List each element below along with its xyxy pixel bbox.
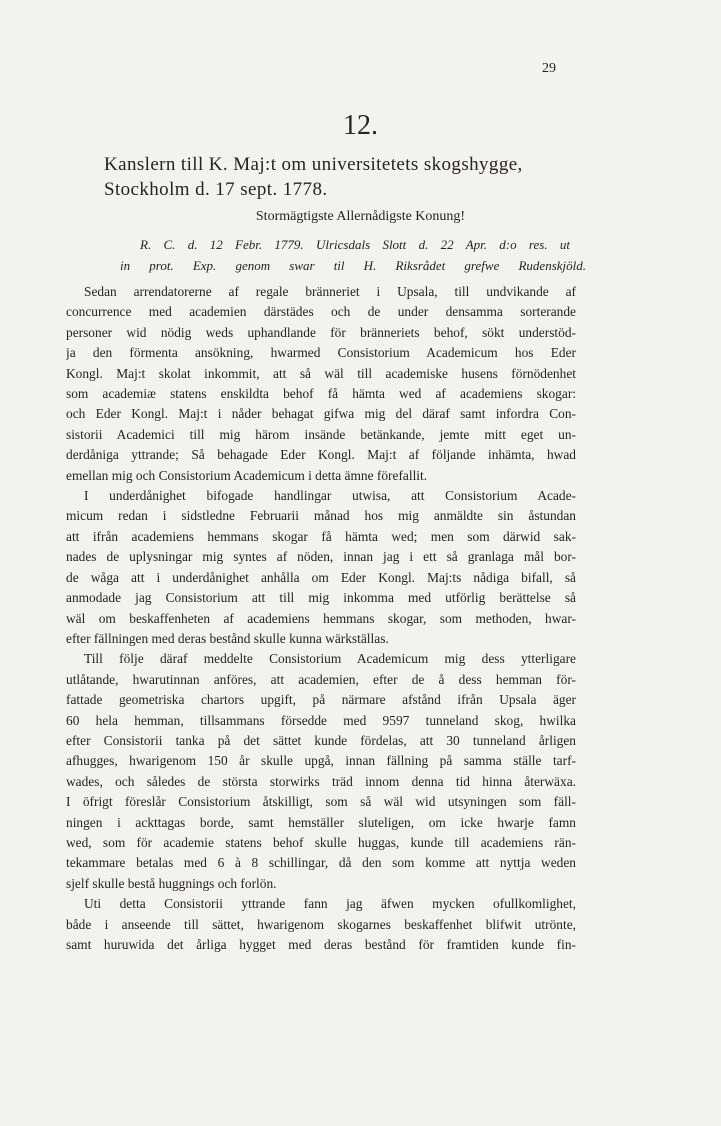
reference-line: R. C. d. 12 Febr. 1779. Ulricsdals Slott d. 22 Apr. d:o res. ut [140,237,570,252]
body-line: ningen i ackttagas borde, samt hemställer sluteligen, om icke hwarje famn [66,814,576,830]
reference-line: in prot. Exp. genom swar til H. Riksrådet grefwe Rudenskjöld. [120,258,586,273]
body-line: Kongl. Maj:t skolat inkommit, att så wäl till academiske husens förnödenhet [66,365,576,381]
body-line: afhugges, hwarigenom 150 år skulle upgå, innan fällning på samma ställe tarf- [66,753,576,769]
body-line: sistorii Academici till mig härom insände betänkande, jemte mitt eget un- [66,426,576,442]
body-line: och Eder Kongl. Maj:t i nåder behagat gifwa mig del däraf samt infordra Con- [66,406,576,422]
body-line: wäl om beskaffenheten af academiens hemmans skogar, som methoden, hwar- [66,610,576,626]
body-line: Till följe däraf meddelte Consistorium Academicum mig dess ytterligare [84,651,576,667]
body-line: micum redan i sidstledne Februarii månad hos mig anmäldte sin åstundan [66,508,576,524]
registry-reference [120,234,590,276]
body-line: I underdånighet bifogade handlingar utwisa, att Consistorium Acade- [84,488,576,504]
body-line: derdåniga yttrande; Så behagade Eder Kongl. Maj:t af följande inhämta, hwad [66,447,576,463]
body-line: concurrence med academien därstädes och de under densamma sorterande [66,304,576,320]
body-line: efter fällningen med deras bestånd skulle kunna wärkställas. [66,630,389,646]
document-title [104,152,594,202]
salutation: Stormägtigste Allernådigste Konung! [255,209,466,224]
body-line: sjelf skulle bestå huggnings och forlön. [66,875,277,891]
body-line: efter Consistorii tanka på det sättet kunde fördelas, att 30 tunneland årligen [66,732,576,748]
title-line: Kanslern till K. Maj:t om universitetets skogshygge, [104,154,523,175]
page-number: 29 [542,61,556,76]
body-line: de wåga att i underdånighet anhålla om Eder Kongl. Maj:ts nådiga bifall, så [66,569,576,585]
body-line: personer wid nödig weds uphandlande för bränneriets behof, sökt understöd- [66,324,576,340]
body-line: ja den förmenta ansökning, hwarmed Consistorium Academicum hos Eder [66,345,576,361]
body-line: Uti detta Consistorii yttrande fann jag äfwen mycken ofullkomlighet, [84,896,576,912]
body-line: I öfrigt föreslår Consistorium åtskilligt, som så wäl wid utsyningen som fäll- [66,794,576,810]
body-line: som academiæ statens enskildta behof få hämta wed af academiens skogar: [66,386,576,402]
body-line: nades de uplysningar mig syntes af nöden, innan jag i ett så granlaga mål bor- [66,549,576,565]
body-line: 60 hela hemman, tillsammans försedde med 9597 tunneland skog, hwilka [66,712,576,728]
body-line: wed, som för academie statens behof skulle huggas, kunde till academiens rän- [66,834,576,850]
body-line: att ifrån academiens hemmans skogar få hämta wed; men som därwid sak- [66,528,576,544]
body-line: emellan mig och Consistorium Academicum i detta ämne förefallit. [66,467,428,483]
body-line: samt huruwida det årliga hygget med deras bestånd för framtiden kunde fin- [66,937,576,952]
body-line: både i anseende till sättet, hwarigenom skogarnes beskaffenhet blifwit utrönte, [66,916,576,932]
body-line: fattade geometriska chartors upgift, på närmare afstånd ifrån Upsala äger [66,692,576,708]
letter-body [66,282,576,955]
title-line: Stockholm d. 17 sept. 1778. [104,179,328,200]
body-line: Sedan arrendatorerne af regale bränneriet i Upsala, till undvikande af [84,284,576,299]
document-number: 12. [343,110,378,141]
body-line: wades, och således de största storwirks träd innom denna tid hinna återwäxa. [66,773,576,789]
body-line: anmodade jag Consistorium att till mig inkomma med utförlig berättelse så [66,590,576,606]
body-line: tekammare betalas med 6 à 8 schillingar, då den som komme att nyttja weden [66,855,576,871]
body-line: utlåtande, hwarutinnan anföres, att academien, efter de å dess hemman för- [66,671,576,687]
